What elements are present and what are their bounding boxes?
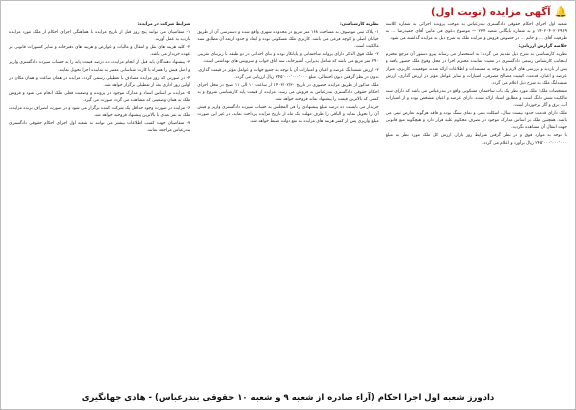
paragraph: با توجه به موارد فوق و در نظر گرفتن شرایط روز بازار، ارزش کل ملک مورد نظر به مبلغ ۲۴۵٬۰۰۰٬۰۰۰٬۰۰۰ ریال برآورد و اعلام می گردد.	[385, 133, 567, 146]
column-left	[9, 21, 190, 387]
paragraph: ۲- کلیه هزینه های نقل و انتقال و مالیات و عوارض و هزینه های دفترخانه و سایر کسورات قانونی بر عهده خریدار می باشد.	[9, 45, 191, 58]
paragraph: خریدار می بایست ده درصد مبلغ پیشنهادی را فی المجلس به حساب سپرده دادگستری واریز و فیش آن را تحویل نماید و الباقی را ظرف مهلت یک ماه از تاریخ مزایده پرداخت نماید، در غیر این صورت مبلغ واریزی پس از کسر هزینه های مزایده به نفع دولت ضبط خواهد شد.	[197, 105, 379, 125]
notice-signature: دادورز شعبه اول اجرا احکام (آراء صادره از شعبه ۹ و شعبه ۱۰ حقوقی بندرعباس) - هادی جهانگیری	[81, 393, 495, 403]
paragraph: ملک مذکور از طریق مزایده حضوری در تاریخ ۱۴۰۳/۰۲/۳۰ از ساعت ۱۰ الی ۱۱ صبح در محل اجرای احکام حقوقی دادگستری بندرعباس به فروش می رسد. مزایده از قیمت پایه کارشناسی شروع و به کسی که بالاترین قیمت را پیشنهاد نماید فروخته خواهد شد.	[197, 82, 379, 102]
paragraph: ۵- مزایده بر اساس اسناد و مدارک موجود در پرونده و وضعیت فعلی ملک انجام می شود و فروش ملک به همان وضعیتی که مشاهده می گردد صورت می گیرد.	[9, 90, 191, 103]
notice-header	[9, 4, 567, 20]
paragraph: ۱- متقاضیان می توانند پنج روز قبل از تاریخ مزایده با هماهنگی اجرای احکام از ملک مورد مزایده بازدید به عمل آورند.	[9, 30, 191, 43]
paragraph: ۴- در صورتی که روز مزایده مصادف با تعطیلی رسمی گردد، مزایده در همان ساعت و همان مکان در اولین روز اداری بعد از تعطیلی برگزار خواهد شد.	[9, 75, 191, 88]
paragraph: ۲- ملک فوق الذکر دارای پروانه ساختمانی و پایانکار بوده و بنای احداثی در دو طبقه با زیربنای تقریبی ۲۹۰ متر مربع می باشد که شامل پذیرایی، آشپزخانه، سه اتاق خواب و سرویس های بهداشتی است.	[197, 52, 379, 65]
subheading: شرایط شرکت در مزایده:	[137, 22, 191, 27]
paragraph: نظریه کارشناسی به شرح ذیل تقدیم می گردد: به استحضار می رساند پیرو دستور آن مرجع محترم اینجانب کارشناس رسمی دادگستری در معیت نماینده محترم اجرا در محل وقوع ملک حضور یافته و پس از بازدید و بررسی های لازم و با توجه به مستندات و اطلاعات ارائه شده، موقعیت، کاربری، متراژ عرصه و اعیان، قدمت، کیفیت مصالح مصرفی، امتیازات و سایر عوامل مؤثر در ارزش گذاری، ارزش ششدانگ ملک به شرح ذیل اعلام می گردد.	[385, 52, 567, 86]
paragraph: ۷- متقاضیان جهت کسب اطلاعات بیشتر می توانند به شعبه اول اجرای احکام حقوقی دادگستری بندرعباس مراجعه نمایند.	[9, 121, 191, 134]
bell-icon: 🔔	[554, 6, 567, 18]
paragraph: مشخصات ملک: ملک مورد نظر یک باب ساختمان مسکونی واقع در بندرعباس می باشد که دارای سند مالکیت شش دانگ است و مطابق اسناد ارائه شده، دارای عرصه و اعیان مشخص بوده و از امتیازات آب، برق و گاز برخوردار است.	[385, 88, 567, 109]
paragraph: ۱- پلاک ثبتی موصوف به مساحت ۱۶۸ متر مربع در محدوده شهری واقع شده و دسترسی آن از طریق خیابان اصلی و کوچه فرعی می باشد. کاربری ملک مسکونی بوده و ابعاد و حدود اربعه آن مطابق سند مالکیت است.	[197, 30, 379, 50]
column-middle	[197, 21, 378, 387]
subheading: نظریه کارشناسی:	[340, 22, 379, 27]
column-right	[386, 21, 567, 387]
paragraph: ۳- پیشنهاد دهندگان باید قبل از انجام مزایده، ده درصد قیمت پایه را به حساب سپرده دادگستری واریز و اصل فیش را همراه با کارت شناسایی معتبر به نماینده اجرا تحویل نمایند.	[9, 60, 191, 73]
notice-title: آگهی مزایده (نوبت اول)	[431, 6, 551, 18]
subheading: خلاصه گزارش ارزیابی:	[518, 44, 567, 50]
paragraph: ۳- ارزش ششدانگ عرصه و اعیان و امتیازات آن با توجه به جمیع جهات و عوامل مؤثر در قیمت گذاری، بدون در نظر گرفتن دیون احتمالی، مبلغ ۲۴۵٬۰۰۰٬۰۰۰٬۰۰۰ ریال ارزیابی می گردد.	[197, 67, 379, 80]
paragraph: شعبه اول اجرای احکام حقوقی دادگستری بندرعباس به موجب پرونده اجرائی به شماره کلاسه ۱۴۰۲۰۴۰۲۰۲۹۶۹ و به شماره بایگانی شعبه ۲۳۴ — موضوع دعوی فی مابین آقای حمیدرضا ... به طرفیت آقای ... و خانم ... در خصوص فروش و مزایده ملک به شرح ذیل به مزایده گذاشته می شود.	[385, 22, 567, 42]
paragraph: ملک دارای قدمت حدود بیست سال، اسکلت بتنی و نمای سنگ بوده و فاقد هرگونه تعارض ثبتی می باشد. همچنین ملک بر اساس مدارک موجود در تصرف محکوم علیه قرار دارد و هیچگونه منع قانونی جهت انتقال آن مشاهده نگردید.	[385, 111, 567, 131]
paragraph: ۶- مزایده در صورت وجود حداقل یک شرکت کننده برگزار می شود و در صورت انصراف برنده مزایده، ملک به نفر بعدی با بالاترین پیشنهاد فروخته خواهد شد.	[9, 106, 191, 119]
notice-body	[9, 21, 567, 387]
